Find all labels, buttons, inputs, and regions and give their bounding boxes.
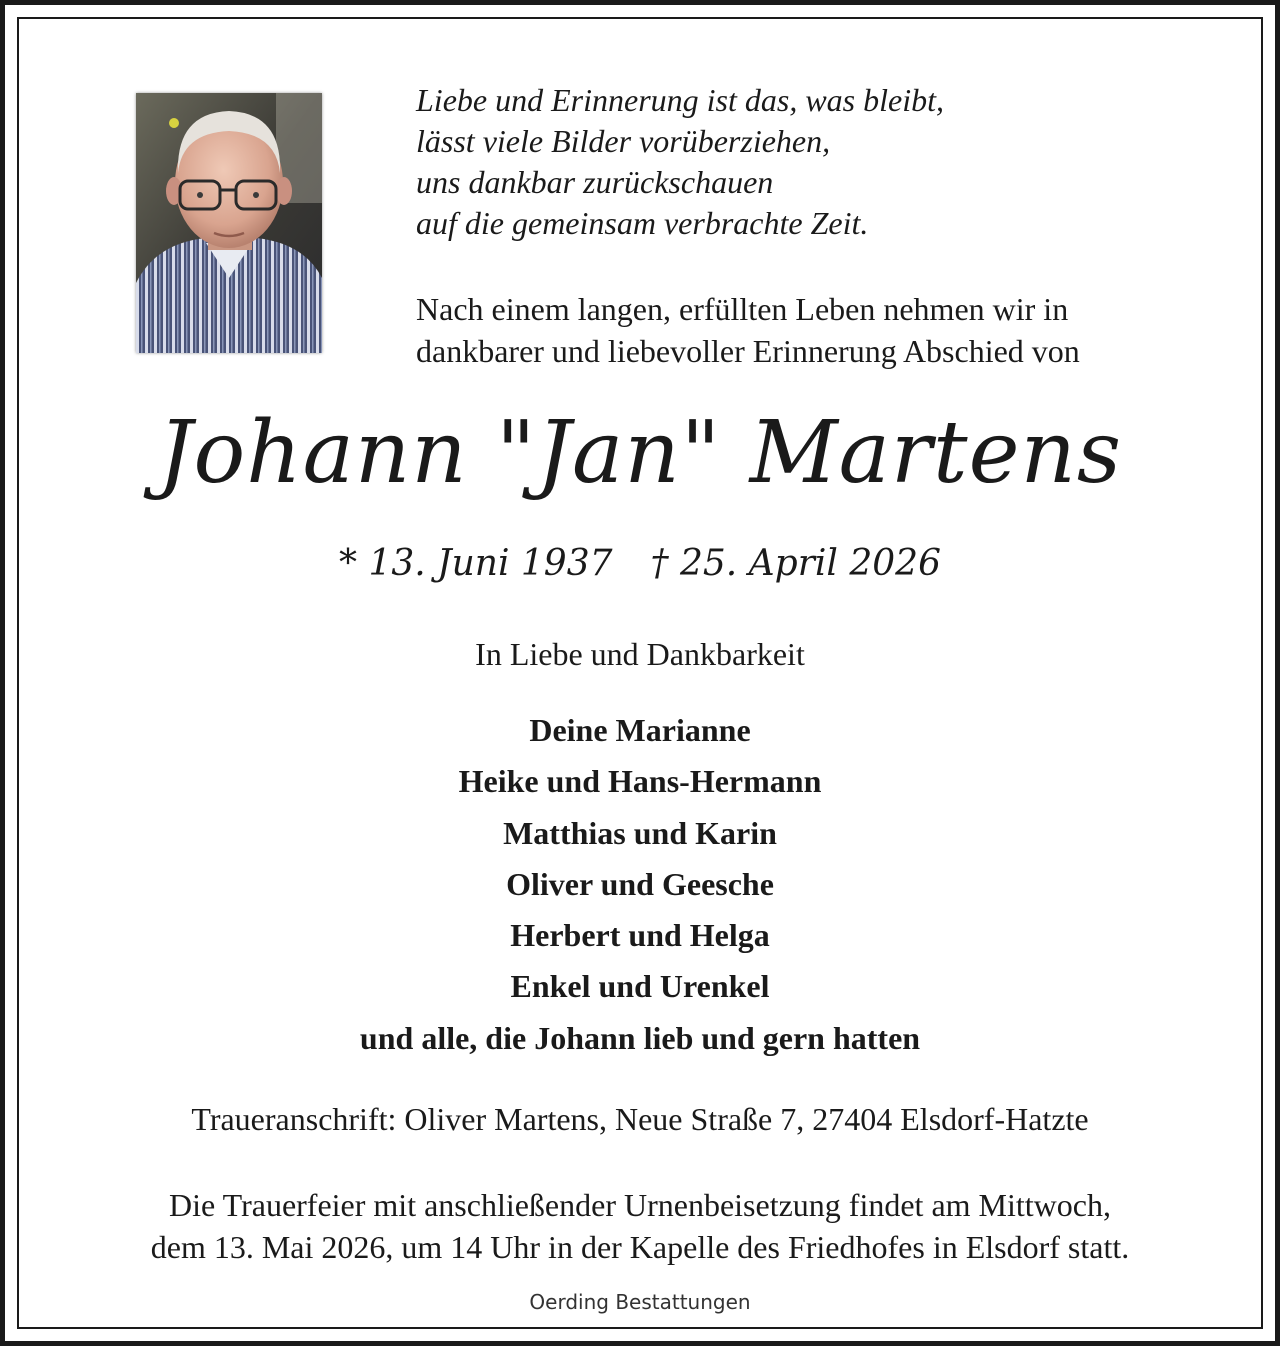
mourner: Herbert und Helga	[510, 917, 770, 954]
poem-line: uns dankbar zurückschauen	[416, 164, 774, 200]
ceremony-line: Die Trauerfeier mit anschließender Urnenbeisetzung findet am Mittwoch,	[169, 1187, 1111, 1223]
mourning-address: Traueranschrift: Oliver Martens, Neue Straße 7, 27404 Elsdorf-Hatzte	[191, 1101, 1089, 1137]
poem-line: auf die gemeinsam verbrachte Zeit.	[416, 205, 869, 241]
mourner: Oliver und Geesche	[506, 865, 774, 902]
farewell-line: In Liebe und Dankbarkeit	[475, 636, 805, 672]
poem-line: lässt viele Bilder vorüberziehen,	[416, 123, 831, 159]
mourner: und alle, die Johann lieb und gern hatten	[359, 1019, 921, 1056]
ceremony-info	[0, 1184, 1280, 1268]
mourners-list	[0, 705, 1280, 1064]
deceased-name: Johann "Jan" Martens	[157, 403, 1123, 503]
death-date: † 25. April 2026	[650, 543, 941, 584]
ceremony-line: dem 13. Mai 2026, um 14 Uhr in der Kapelle des Friedhofes in Elsdorf statt.	[150, 1229, 1130, 1265]
birth-date: * 13. Juni 1937	[339, 543, 613, 584]
intro-line: dankbarer und liebevoller Erinnerung Abschied von	[416, 333, 1080, 369]
mourner: Heike und Hans-Hermann	[458, 763, 822, 800]
intro-text	[416, 288, 1216, 372]
poem-line: Liebe und Erinnerung ist das, was bleibt,	[416, 82, 944, 118]
life-dates	[0, 536, 1280, 592]
undertaker-name: Oerding Bestattungen	[529, 1290, 751, 1314]
mourner: Matthias und Karin	[503, 814, 777, 851]
poem	[416, 80, 1176, 244]
mourner: Enkel und Urenkel	[510, 968, 770, 1005]
intro-line: Nach einem langen, erfüllten Leben nehmen wir in	[416, 291, 1069, 327]
portrait-photo	[136, 93, 322, 353]
mourner: Deine Marianne	[529, 712, 751, 748]
